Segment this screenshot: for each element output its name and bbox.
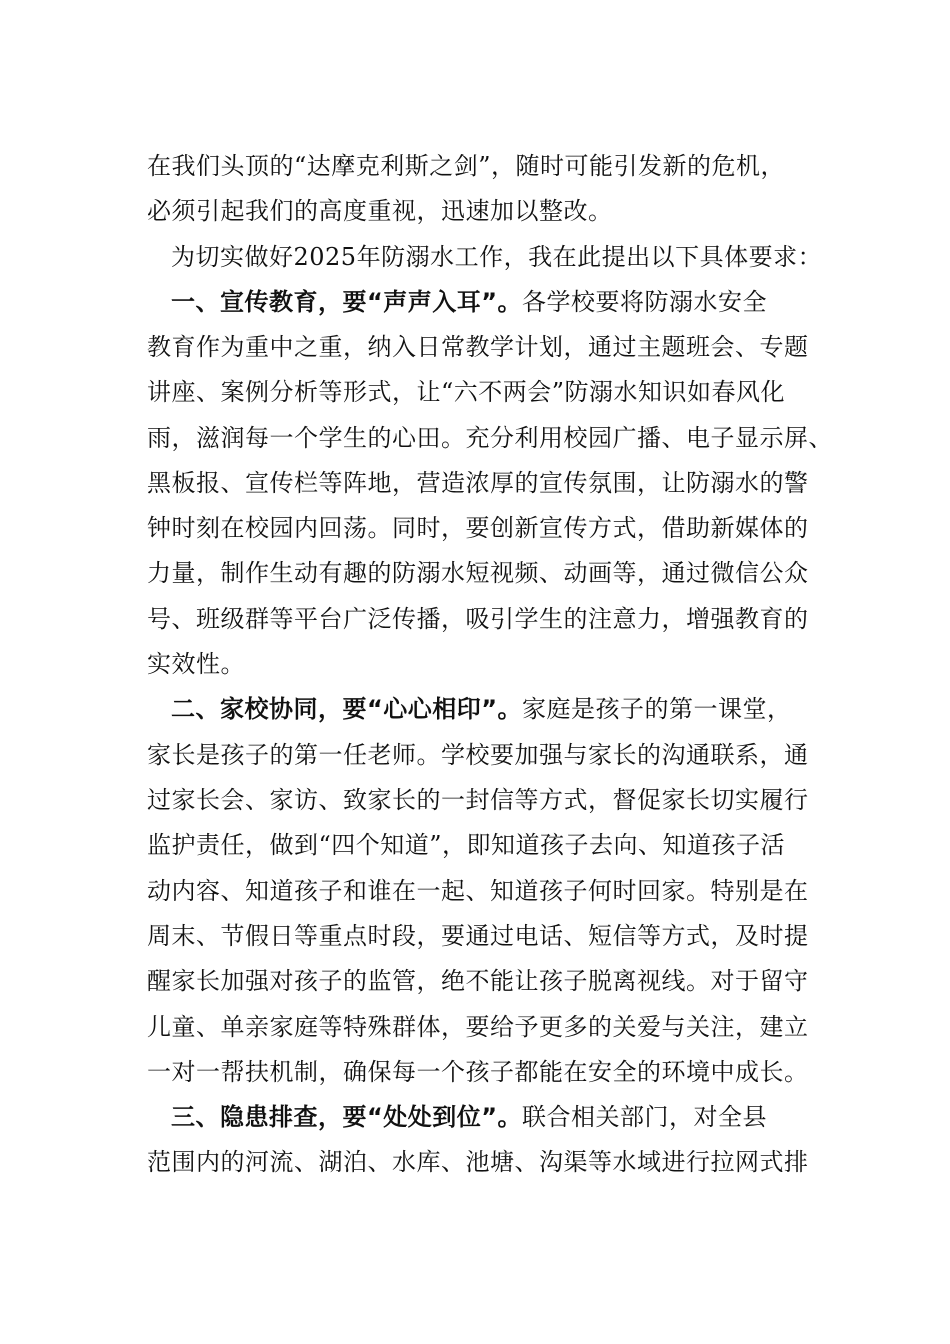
paragraph-line: 力量，制作生动有趣的防溺水短视频、动画等，通过微信公众 (147, 559, 809, 587)
paragraph-line: 号、班级群等平台广泛传播，吸引学生的注意力，增强教育的 (147, 605, 809, 633)
paragraph-line: 家长是孩子的第一任老师。学校要加强与家长的沟通联系，通 (147, 741, 809, 769)
paragraph-line: 教育作为重中之重，纳入日常教学计划，通过主题班会、专题 (147, 333, 809, 361)
paragraph-line: 动内容、知道孩子和谁在一起、知道孩子何时回家。特别是在 (147, 877, 809, 905)
section-2-heading: 二、家校协同，要“心心相印”。 (171, 695, 523, 723)
section-3-first-line (171, 1099, 767, 1135)
paragraph-line: 范围内的河流、湖泊、水库、池塘、沟渠等水域进行拉网式排 (147, 1148, 809, 1176)
paragraph-line: 实效性。 (147, 650, 245, 678)
paragraph-line: 监护责任，做到“四个知道”，即知道孩子去向、知道孩子活 (147, 831, 786, 859)
paragraph-line: 过家长会、家访、致家长的一封信等方式，督促家长切实履行 (147, 786, 809, 814)
section-1-heading: 一、宣传教育，要“声声入耳”。 (171, 288, 523, 316)
paragraph-line: 在我们头顶的“达摩克利斯之剑”，随时可能引发新的危机， (147, 152, 786, 180)
section-1-first-line (171, 284, 767, 320)
section-2-text: 家庭是孩子的第一课堂， (522, 695, 792, 723)
section-3-heading: 三、隐患排查，要“处处到位”。 (171, 1103, 523, 1131)
paragraph-line: 醒家长加强对孩子的监管，绝不能让孩子脱离视线。对于留守 (147, 967, 809, 995)
paragraph-line: 讲座、案例分析等形式，让“六不两会”防溺水知识如春风化 (147, 378, 786, 406)
paragraph-line: 必须引起我们的高度重视，迅速加以整改。 (147, 197, 613, 225)
paragraph-line: 雨，滋润每一个学生的心田。充分利用校园广播、电子显示屏、 (147, 424, 833, 452)
paragraph-line: 一对一帮扶机制，确保每一个孩子都能在安全的环境中成长。 (147, 1058, 809, 1086)
paragraph-line: 钟时刻在校园内回荡。同时，要创新宣传方式，借助新媒体的 (147, 514, 809, 542)
section-1-text: 各学校要将防溺水安全 (522, 288, 768, 316)
paragraph-line: 黑板报、宣传栏等阵地，营造浓厚的宣传氛围，让防溺水的警 (147, 469, 809, 497)
section-2-first-line (171, 691, 792, 727)
section-3-text: 联合相关部门，对全县 (522, 1103, 768, 1131)
paragraph-line: 周末、节假日等重点时段，要通过电话、短信等方式，及时提 (147, 922, 809, 950)
intro-line: 为切实做好2025年防溺水工作，我在此提出以下具体要求： (171, 243, 823, 271)
paragraph-line: 儿童、单亲家庭等特殊群体，要给予更多的关爱与关注，建立 (147, 1013, 809, 1041)
